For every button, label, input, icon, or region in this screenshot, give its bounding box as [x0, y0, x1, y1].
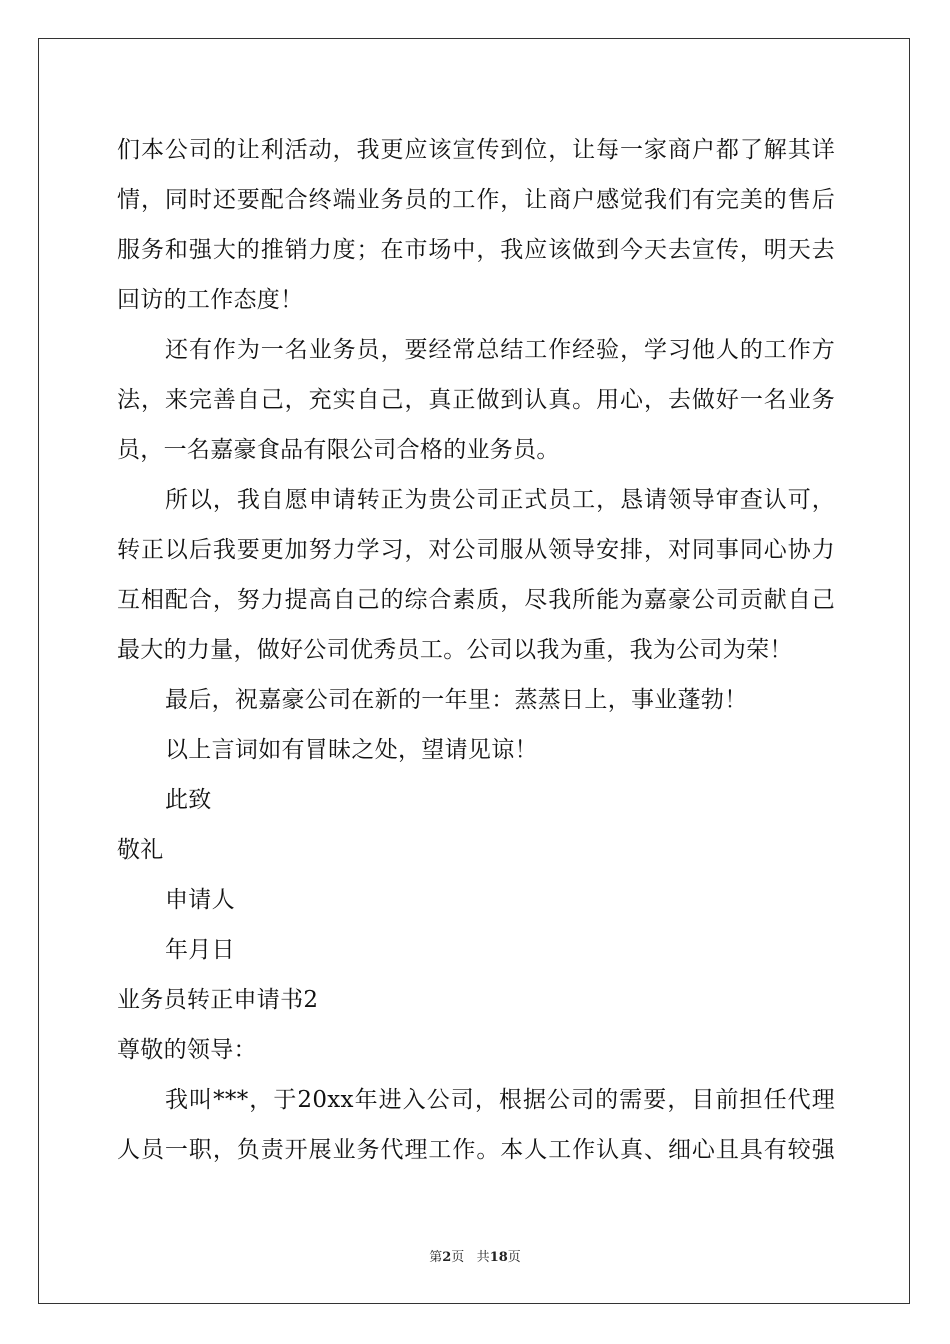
text-line: 所以，我自愿申请转正为贵公司正式员工，恳请领导审查认可，	[165, 487, 835, 513]
text-line: 回访的工作态度！	[117, 287, 304, 313]
text-line: 转正以后我要更加努力学习，对公司服从领导安排，对同事同心协力	[117, 537, 835, 563]
text-line: 员，一名嘉豪食品有限公司合格的业务员。	[117, 437, 560, 463]
applicant-label: 申请人	[165, 887, 235, 913]
total-prefix: 共	[476, 1250, 490, 1265]
text-line: 服务和强大的推销力度；在市场中，我应该做到今天去宣传，明天去	[117, 237, 835, 263]
page-prefix: 第	[429, 1250, 443, 1265]
text-line: 互相配合，努力提高自己的综合素质，尽我所能为嘉豪公司贡献自己	[117, 587, 835, 613]
page-footer	[0, 1246, 950, 1265]
text-line: 最后，祝嘉豪公司在新的一年里：蒸蒸日上，事业蓬勃！	[165, 687, 748, 713]
total-suffix: 页	[507, 1250, 521, 1265]
page-current: 2	[442, 1250, 452, 1265]
page-total: 18	[489, 1250, 508, 1265]
section-title: 业务员转正申请书2	[117, 987, 319, 1013]
page-suffix: 页	[451, 1250, 465, 1265]
text-line: 我叫***，于20xx年进入公司，根据公司的需要，目前担任代理	[165, 1087, 835, 1113]
greeting: 尊敬的领导：	[117, 1037, 257, 1063]
text-line: 们本公司的让利活动，我更应该宣传到位，让每一家商户都了解其详	[117, 137, 835, 163]
text-line: 人员一职，负责开展业务代理工作。本人工作认真、细心且具有较强	[117, 1137, 835, 1163]
document-body	[117, 125, 835, 1175]
text-line: 情，同时还要配合终端业务员的工作，让商户感觉我们有完美的售后	[117, 187, 835, 213]
salutation-closing: 此致	[165, 787, 212, 813]
date-label: 年月日	[165, 937, 235, 963]
text-line: 还有作为一名业务员，要经常总结工作经验，学习他人的工作方	[165, 337, 835, 363]
text-line: 以上言词如有冒昧之处，望请见谅！	[165, 737, 538, 763]
salutation-regards: 敬礼	[117, 837, 164, 863]
text-line: 法，来完善自己，充实自己，真正做到认真。用心，去做好一名业务	[117, 387, 835, 413]
text-line: 最大的力量，做好公司优秀员工。公司以我为重，我为公司为荣！	[117, 637, 793, 663]
